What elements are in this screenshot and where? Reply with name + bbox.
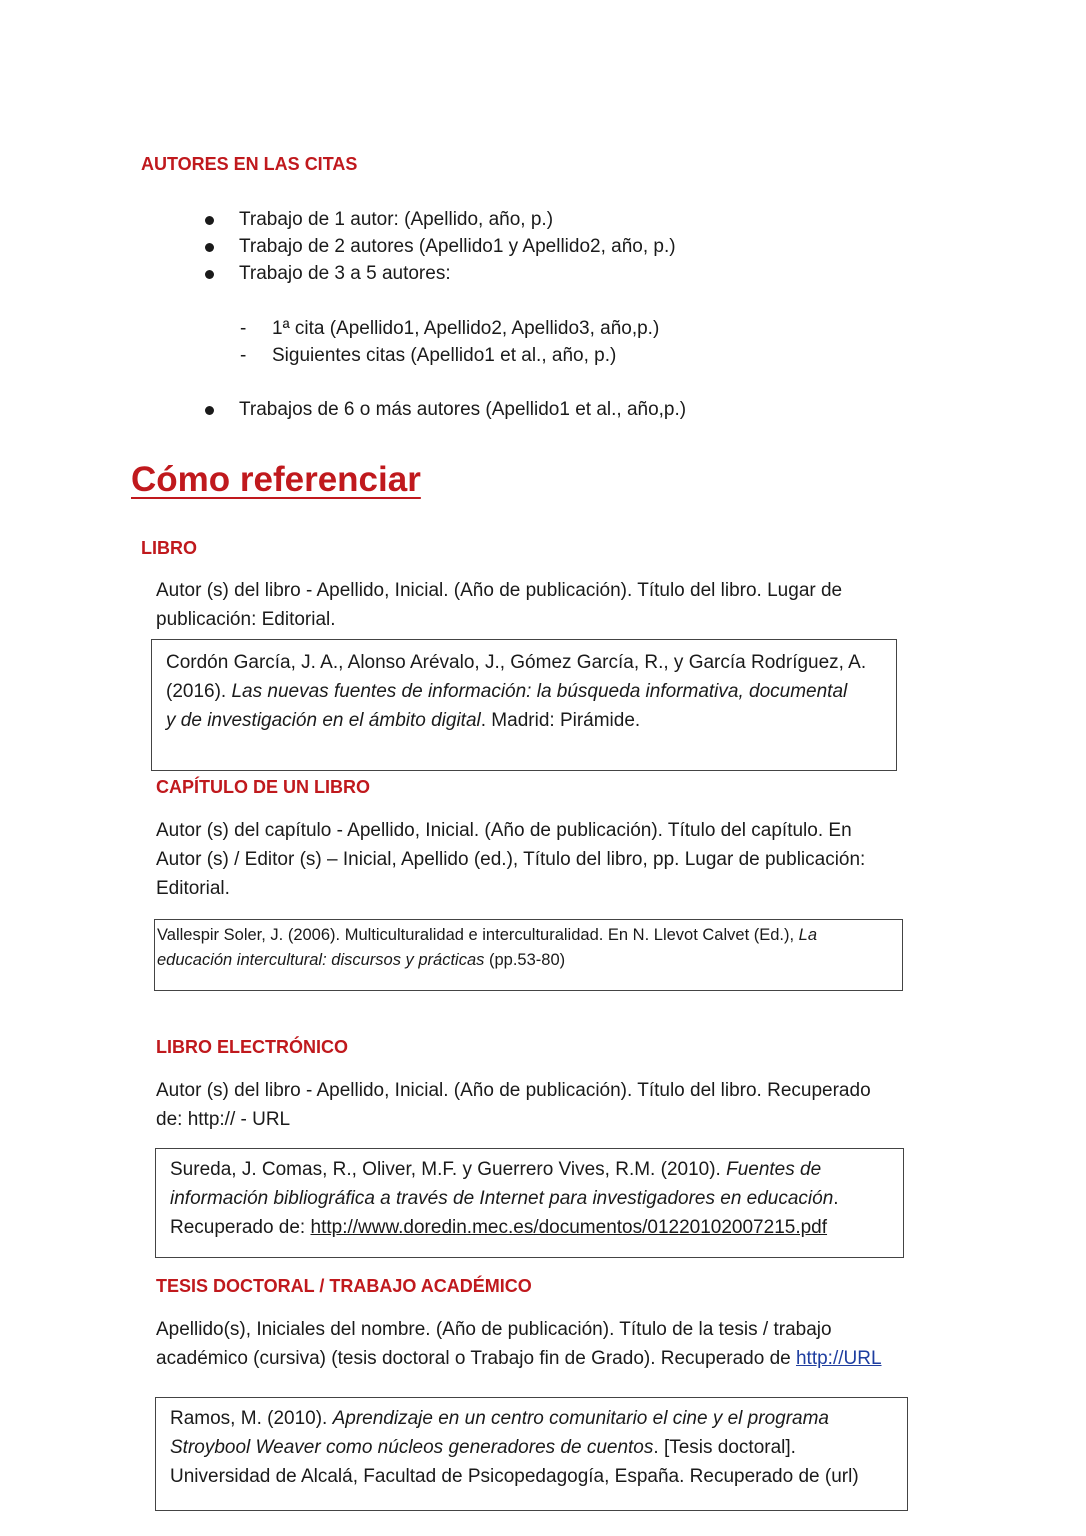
- section-heading-autores: AUTORES EN LAS CITAS: [141, 154, 358, 174]
- tesis-example-box: Ramos, M. (2010). Aprendizaje en un centro comunitario el cine y el programa Stroybool Weaver como núcleos generadores de cuentos. [Tesis doctoral]. Universidad de Alcalá, Facultad de Psicopedagogía, España. Recuperado de (url): [155, 1397, 908, 1511]
- list-item: Trabajo de 1 autor: (Apellido, año, p.): [205, 206, 1005, 233]
- autores-dash-list: [240, 315, 1020, 369]
- electronico-format-description: Autor (s) del libro - Apellido, Inicial. (Año de publicación). Título del libro. Recuperado de: http:// - URL: [156, 1080, 871, 1130]
- list-item: Trabajo de 3 a 5 autores:: [205, 260, 1005, 287]
- tesis-format-description: Apellido(s), Iniciales del nombre. (Año de publicación). Título de la tesis / trabajo académico (cursiva) (tesis doctoral o Trabajo fin de Grado). Recuperado de http://URL: [156, 1319, 882, 1369]
- list-item: - Siguientes citas (Apellido1 et al., año, p.): [240, 342, 1020, 369]
- dash-marker: -: [240, 345, 247, 366]
- bullet-icon: [205, 406, 214, 415]
- page-title: Cómo referenciar: [131, 460, 421, 499]
- libro-format-description: Autor (s) del libro - Apellido, Inicial. (Año de publicación). Título del libro. Lugar de publicación: Editorial.: [156, 580, 843, 630]
- autores-bullet-list-last: [205, 396, 1005, 423]
- section-heading-capitulo: CAPÍTULO DE UN LIBRO: [156, 777, 370, 797]
- dash-marker: -: [240, 318, 247, 339]
- libro-example-box: Cordón García, J. A., Alonso Arévalo, J., Gómez García, R., y García Rodríguez, A. (2016). Las nuevas fuentes de información: la búsqueda informativa, documental y de investigación en el ámbito digital. Madrid: Pirámide.: [151, 639, 897, 771]
- bullet-icon: [205, 270, 214, 279]
- bullet-icon: [205, 216, 214, 225]
- list-item: Trabajo de 2 autores (Apellido1 y Apellido2, año, p.): [205, 233, 1005, 260]
- electronico-example-box: Sureda, J. Comas, R., Oliver, M.F. y Guerrero Vives, R.M. (2010). Fuentes de información bibliográfica a través de Internet para investigadores en educación. Recuperado de: http://www.doredin.mec.es/documentos/01220102007215.pdf: [155, 1148, 904, 1258]
- capitulo-example-box: Vallespir Soler, J. (2006). Multiculturalidad e interculturalidad. En N. Llevot Calvet (Ed.), La educación intercultural: discursos y prácticas (pp.53-80): [154, 919, 903, 991]
- bullet-icon: [205, 243, 214, 252]
- list-item: - 1ª cita (Apellido1, Apellido2, Apellido3, año,p.): [240, 315, 1020, 342]
- capitulo-format-description: Autor (s) del capítulo - Apellido, Inicial. (Año de publicación). Título del capítulo. En Autor (s) / Editor (s) – Inicial, Apellido (ed.), Título del libro, pp. Lugar de publicación: Editorial.: [156, 820, 866, 899]
- section-heading-tesis: TESIS DOCTORAL / TRABAJO ACADÉMICO: [156, 1276, 532, 1296]
- section-heading-electronico: LIBRO ELECTRÓNICO: [156, 1037, 348, 1057]
- autores-bullet-list: [205, 206, 1005, 287]
- list-item: Trabajos de 6 o más autores (Apellido1 et al., año,p.): [205, 396, 1005, 423]
- url-link[interactable]: http://URL: [795, 1348, 882, 1369]
- doredin-pdf-link[interactable]: http://www.doredin.mec.es/documentos/01220102007215.pdf: [310, 1217, 828, 1238]
- section-heading-libro: LIBRO: [141, 538, 197, 558]
